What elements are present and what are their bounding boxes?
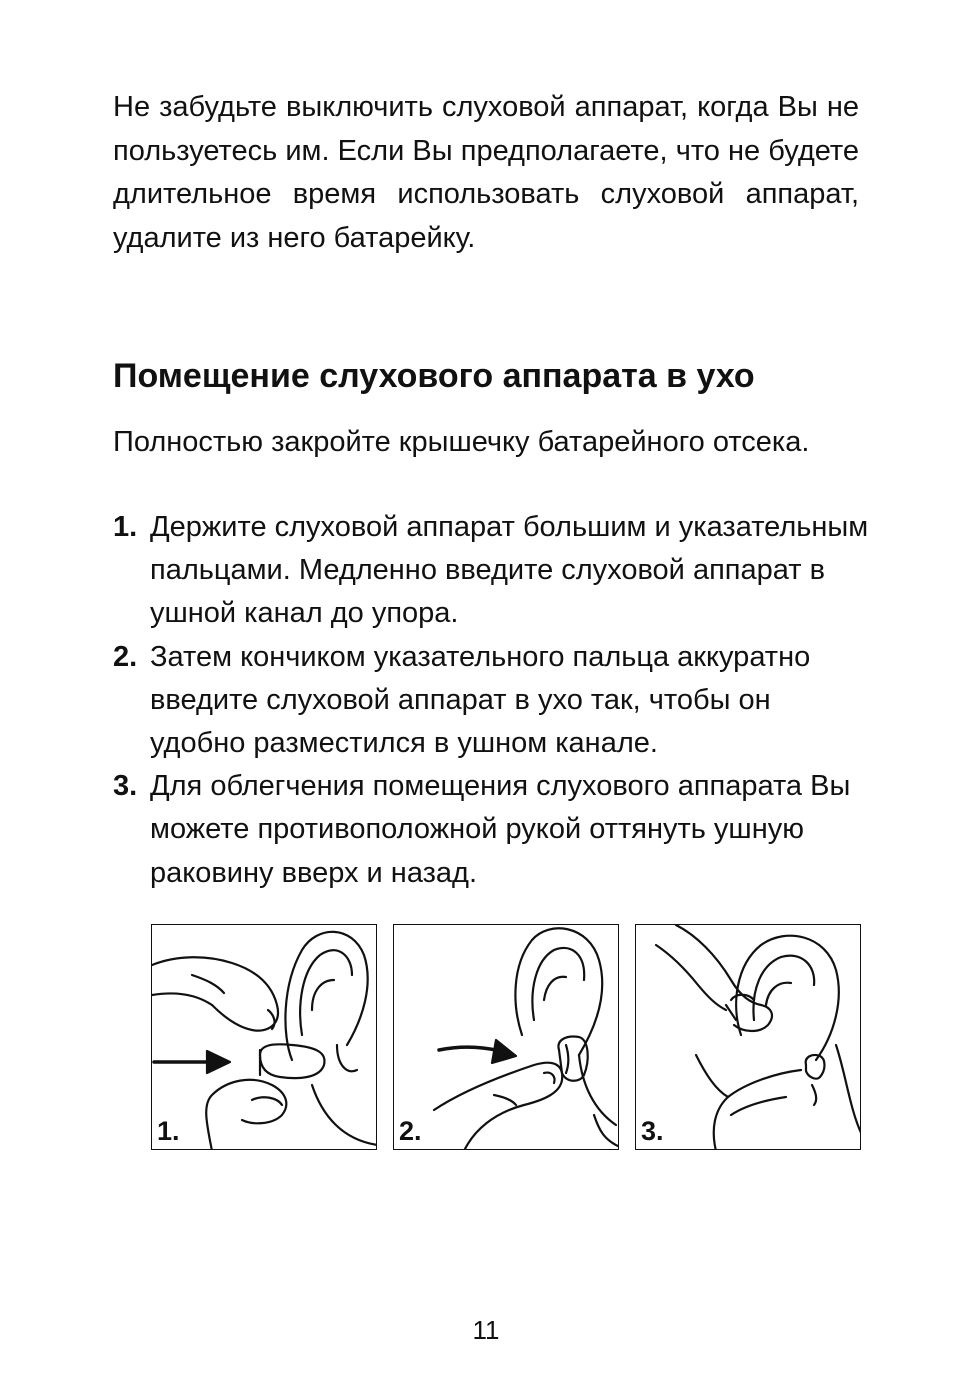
figure-label: 3. [641,1116,664,1146]
figure-label: 1. [157,1116,180,1146]
step-number: 3. [113,770,138,803]
step-number: 1. [113,511,138,543]
step-text: Для облегчения помещения слухового аппарата Вы можете противоположной рукой оттянуть ушную раковину вверх и назад. [150,770,851,889]
step-number: 2. [113,640,138,673]
section-subtitle: Полностью закройте крышечку батарейного отсека. [113,426,810,458]
page-number: 11 [472,1315,500,1345]
list-item [113,765,873,895]
list-item [113,636,873,766]
figure-step-1 [151,924,377,1150]
figure-step-3 [635,924,861,1150]
steps-list [113,506,873,895]
section-title: Помещение слухового аппарата в ухо [113,357,755,395]
list-item [113,506,873,636]
figure-label: 2. [399,1116,422,1146]
ear-insertion-step3-illustration-icon [636,925,861,1150]
illustrations-row [151,924,861,1152]
figure-step-2 [393,924,619,1150]
ear-insertion-step2-illustration-icon [394,925,619,1150]
intro-paragraph: Не забудьте выключить слуховой аппарат, когда Вы не пользуетесь им. Если Вы предполагаете, что не будете длительное время использовать слуховой аппарат, удалите из него батарейку. [113,91,859,254]
step-text: Затем кончиком указательного пальца аккуратно введите слуховой аппарат в ухо так, чтобы он удобно разместился в ушном канале. [150,640,811,760]
step-text: Держите слуховой аппарат большим и указательным пальцами. Медленно введите слуховой аппарат в ушной канал до упора. [150,511,869,630]
ear-insertion-step1-illustration-icon [152,925,377,1150]
